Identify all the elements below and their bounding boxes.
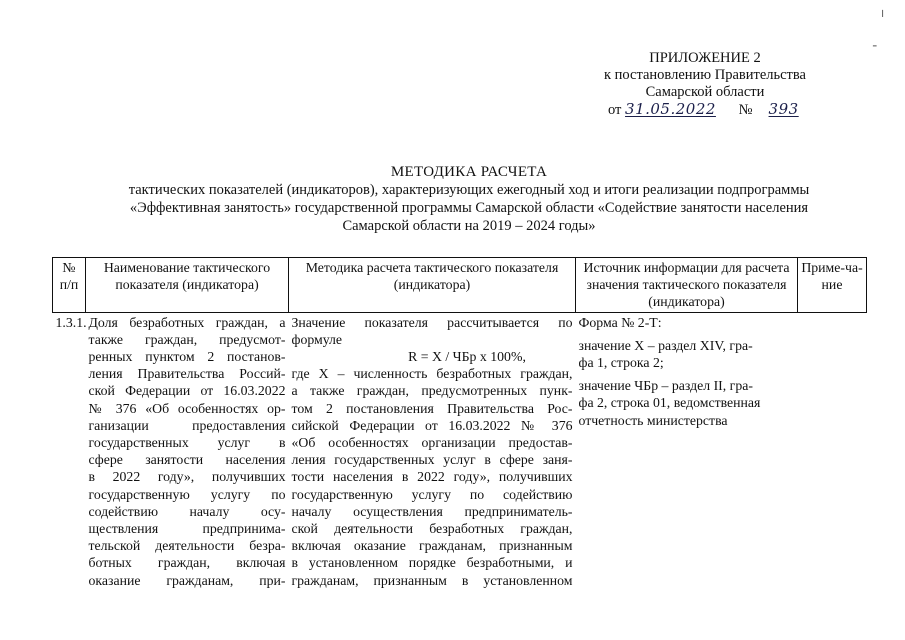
cell-source	[576, 312, 798, 590]
header-num: № п/п	[53, 258, 86, 313]
method-line: включая оказание гражданам, признанным	[291, 538, 573, 554]
source-paragraph-1	[579, 337, 795, 371]
document-heading	[60, 163, 878, 235]
source-paragraph-2	[579, 377, 795, 429]
appendix-line-2: Самарской области	[645, 84, 765, 100]
name-line: сфере занятости населения	[88, 452, 286, 468]
formula: R = X / ЧБр х 100%,	[408, 349, 526, 365]
source-line: отчетность министерства	[578, 412, 728, 428]
method-line: где X – численность безработных граждан,	[291, 366, 573, 382]
name-line: № 376 «Об особенностях ор-	[88, 400, 286, 416]
heading-line-1: тактических показателей (индикаторов), характеризующих ежегодный ход и итоги реализации подпрограммы	[128, 182, 810, 198]
name-line: государственную услугу по	[88, 486, 286, 502]
source-line: значение ЧБр – раздел II, гра-	[578, 378, 753, 394]
method-line: формуле	[291, 331, 343, 347]
name-line: ления Правительства Россий-	[88, 366, 286, 382]
header-source: Источник информации для расчета значения тактического показателя (индикатора)	[576, 258, 798, 313]
cell-name	[86, 312, 289, 590]
method-line: а также граждан, предусмотренных пунк-	[291, 383, 573, 399]
method-line: Значение показателя рассчитывается по	[291, 314, 573, 330]
date-prefix: от	[608, 102, 622, 118]
header-method: Методика расчета тактического показателя (индикатора)	[289, 258, 576, 313]
method-line: государственную услугу по содействию	[291, 486, 573, 502]
method-table	[52, 257, 867, 590]
corner-mark-top: ╷	[879, 3, 887, 17]
cell-num: 1.3.1.	[55, 314, 87, 330]
handwritten-number: 393	[768, 100, 799, 118]
source-title: Форма № 2-Т:	[578, 314, 662, 330]
cell-method	[289, 312, 576, 590]
name-line: Доля безработных граждан, а	[88, 314, 286, 330]
heading-line-2: «Эффективная занятость» государственной программы Самарской области «Содействие занятости населения	[129, 200, 809, 216]
heading-line-3: Самарской области на 2019 – 2024 годы»	[342, 218, 596, 234]
method-line: в установленном порядке безработными, и	[291, 555, 573, 571]
method-line: началу осуществления предприниматель-	[291, 503, 573, 519]
number-prefix: №	[738, 102, 753, 118]
method-line: ской деятельности безработных граждан,	[291, 521, 573, 537]
source-line: фа 1, строка 2;	[578, 355, 664, 371]
header-note: Приме-ча-ние	[798, 258, 867, 313]
source-line: фа 2, строка 01, ведомственная	[578, 395, 761, 411]
page-corner-marks	[871, 0, 891, 60]
method-line: «Об особенностях организации предостав-	[291, 435, 573, 451]
appendix-date-line	[590, 101, 820, 119]
header-name: Наименование тактического показателя (индикатора)	[86, 258, 289, 313]
name-line: ганизации предоставления	[88, 417, 286, 433]
name-line: ществления предпринима-	[88, 521, 286, 537]
handwritten-date: 31.05.2022	[625, 100, 716, 118]
appendix-title: ПРИЛОЖЕНИЕ 2	[649, 50, 761, 66]
document-title: МЕТОДИКА РАСЧЕТА	[390, 164, 548, 180]
method-line: тости населения в 2022 году», получивших	[291, 469, 573, 485]
corner-mark-bottom: ╴	[873, 39, 881, 53]
method-line: сийской Федерации от 16.03.2022 № 376	[291, 417, 573, 433]
table-row	[53, 312, 867, 590]
name-line: оказание гражданам, при-	[88, 572, 286, 588]
source-line: значение X – раздел XIV, гра-	[578, 337, 753, 353]
appendix-line-1: к постановлению Правительства	[604, 67, 806, 83]
name-line: также граждан, предусмот-	[88, 331, 286, 347]
name-line: ботных граждан, включая	[88, 555, 286, 571]
name-line: тельской деятельности безра-	[88, 538, 286, 554]
name-line: государственных услуг в	[88, 435, 286, 451]
name-line: ренных пунктом 2 постанов-	[88, 349, 286, 365]
cell-note	[798, 312, 867, 590]
appendix-block	[590, 50, 820, 119]
method-line: гражданам, признанным в установленном	[291, 572, 573, 588]
method-line: ления государственных услуг в сфере заня-	[291, 452, 573, 468]
table-header-row	[53, 258, 867, 313]
name-line: содействию началу осу-	[88, 503, 286, 519]
name-line: в 2022 году», получивших	[88, 469, 286, 485]
name-line: ской Федерации от 16.03.2022	[88, 383, 286, 399]
method-line: том 2 постановления Правительства Рос-	[291, 400, 573, 416]
